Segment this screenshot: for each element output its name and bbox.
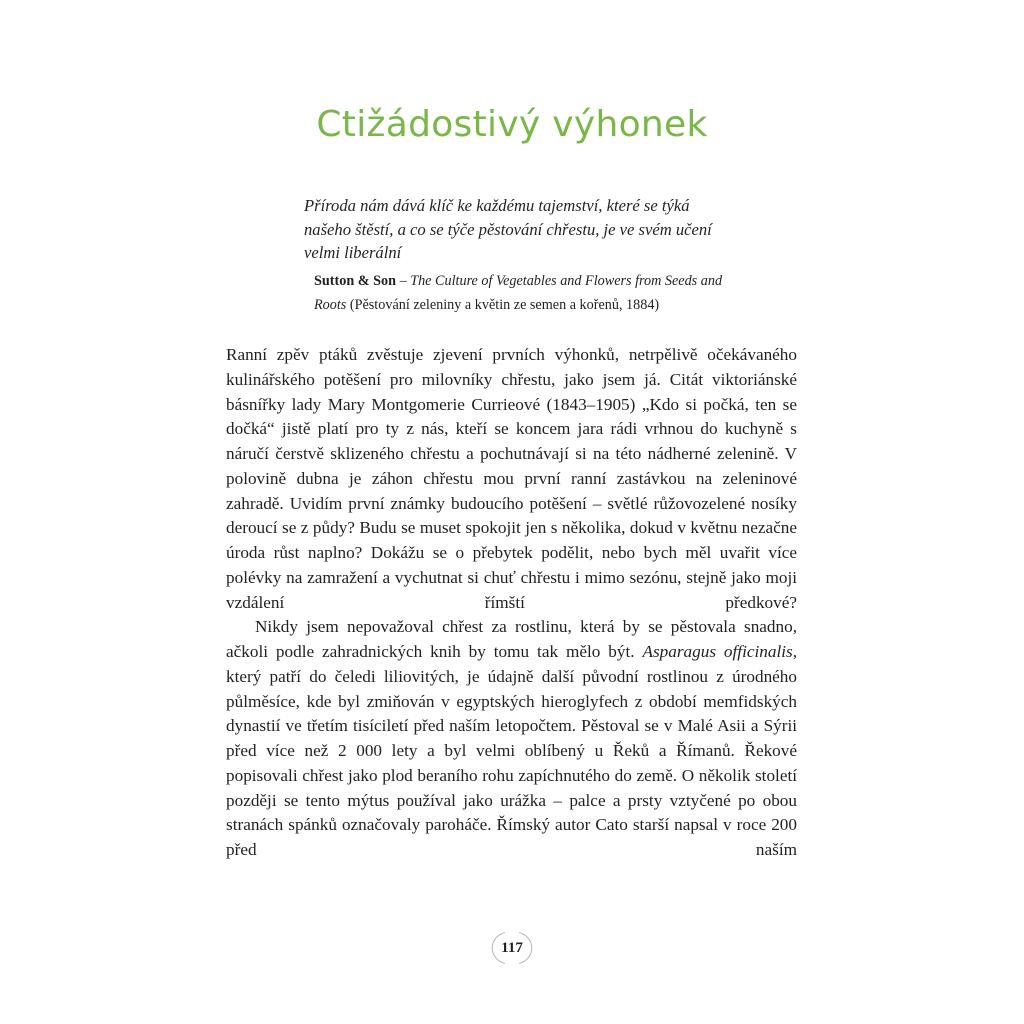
epigraph-source xyxy=(314,269,734,318)
epigraph-book-title: The Culture of Vegetables and Flowers from Seeds and Roots xyxy=(314,272,723,313)
epigraph-dash: – xyxy=(396,272,411,289)
chapter-title: Ctižádostivý výhonek xyxy=(316,104,708,145)
epigraph xyxy=(304,194,734,318)
paragraph-2-end: , který patří do čeledi liliovitých, je údajně další původní rostlinou z úrodného půlměsíce, kde byl zmiňován v egyptských hieroglyfech z období memfidských dynastií ve třetím tisíciletí před naším letopočtem. Pěstoval se v Malé Asii a Sýrii před více než 2 000 lety a byl velmi oblíbený u Řeků a Římanů. Řekové popisovali chřest jako plod beraního rohu zapíchnutého do země. O několik století později se tento mýtus používal jako urážka – palce a prsty vztyčené po obou stranách spánků označovaly paroháče. Římský autor Cato starší napsal v roce 200 před naším xyxy=(226,642,797,859)
paragraph-2 xyxy=(226,615,797,863)
paragraph-2-start: Nikdy jsem nepovažoval chřest za rostlinu, která by se pěstovala snadno, ačkoli podle zahradnických knih by tomu tak mělo být. xyxy=(226,617,797,661)
epigraph-author: Sutton & Son xyxy=(314,272,397,289)
epigraph-translation: (Pěstování zeleniny a květin ze semen a kořenů, 1884) xyxy=(346,297,660,313)
paragraph-1: Ranní zpěv ptáků zvěstuje zjevení prvních výhonků, netrpělivě očekávaného kulinářského potěšení pro milovníky chřestu, jako jsem já. Citát viktoriánské básnířky lady Mary Montgomerie Currieové (1843–1905) „Kdo si počká, ten se dočká“ jistě platí pro ty z nás, kteří se koncem jara rádi vrhnou do kuchyně s náručí čerstvě sklizeného chřestu a pochutnávají si na této nádherné zelenině. V polovině dubna je záhon chřestu mou první ranní zastávkou na zeleninové zahradě. Uvidím první známky budoucího potěšení – světlé růžovozelené nosíky deroucí se z půdy? Budu se muset spokojit jen s několika, dokud v květnu nezačne úroda růst naplno? Dokážu se o přebytek podělit, nebo bych měl uvařit více polévky na zamražení a vychutnat si chuť chřestu i mimo sezónu, stejně jako moji vzdálení římští předkové? xyxy=(226,345,797,612)
body-text xyxy=(226,343,797,863)
epigraph-quote: Příroda nám dává klíč ke každému tajemství, které se týká našeho štěstí, a co se týče pěstování chřestu, je ve svém učení velmi liberální xyxy=(304,196,712,262)
latin-name: Asparagus officinalis xyxy=(642,642,793,661)
page-number-badge xyxy=(491,929,533,967)
page-number: 117 xyxy=(501,940,523,956)
